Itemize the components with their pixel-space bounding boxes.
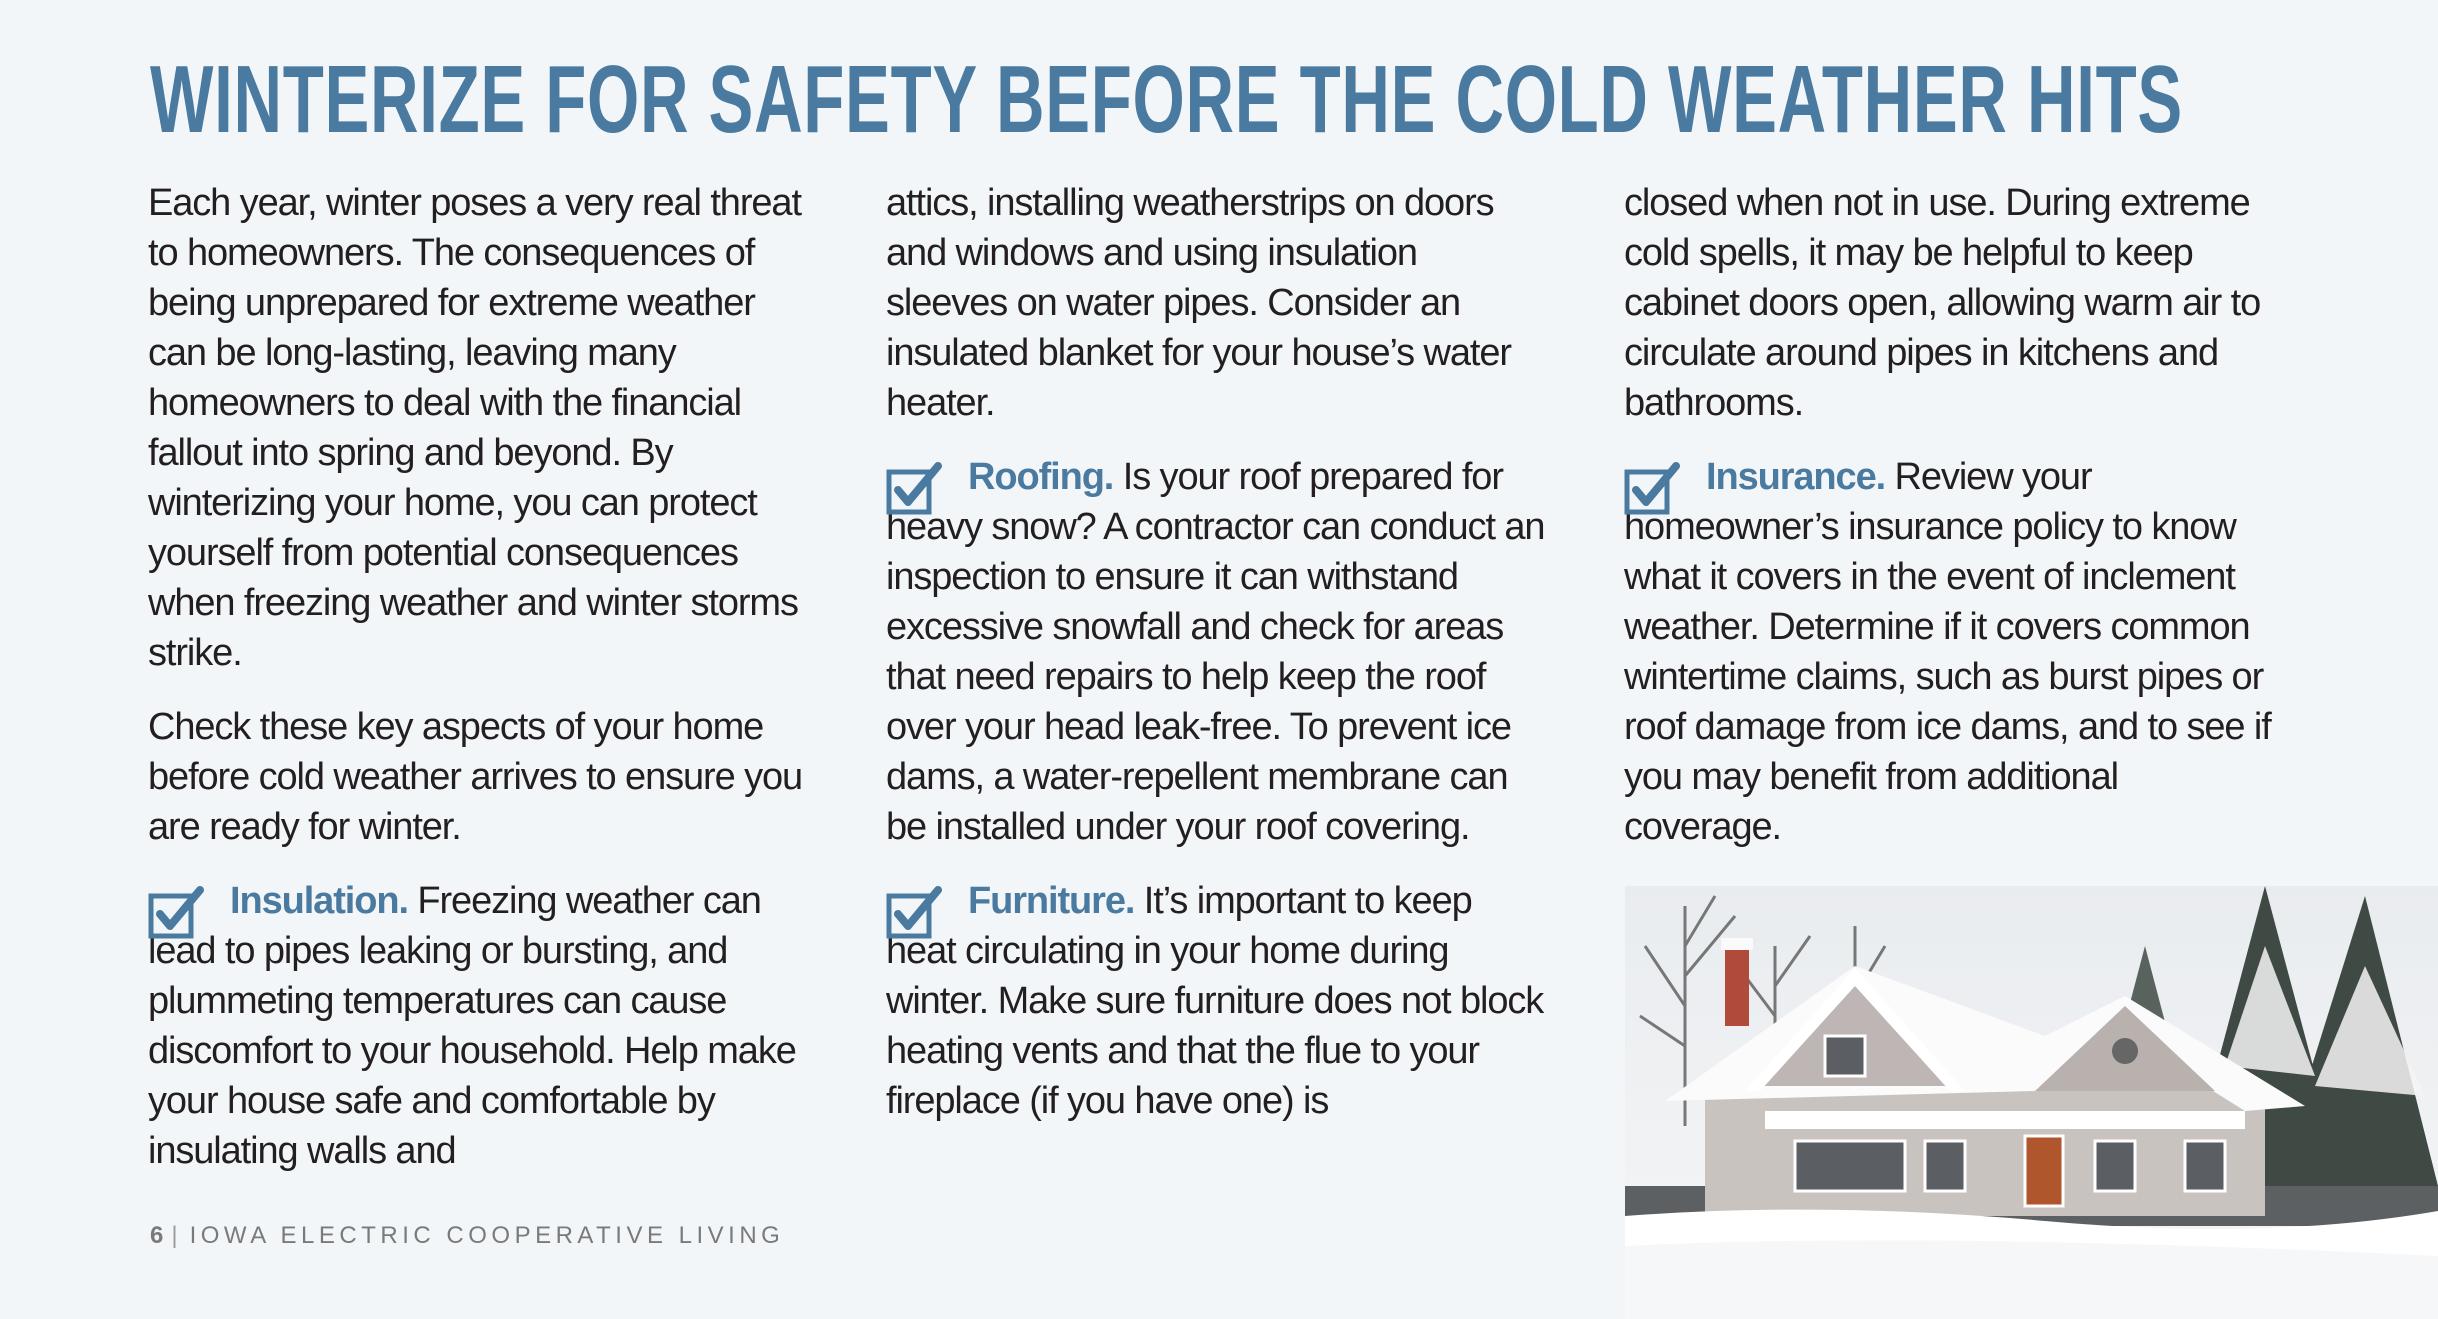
insurance-item [1624,452,2284,852]
insulation-text: Freezing weather can lead to pipes leaking or bursting, and plummeting temperatures can cause discomfort to your household. Help make your house safe and comfortable by insulating walls and [148,880,796,1172]
insurance-text: Review your homeowner’s insurance policy to know what it covers in the event of inclement weather. Determine if it covers common wintertime claims, such as burst pipes or roof damage from ice dams, and to see if you may benefit from additional coverage. [1624,456,2271,848]
furniture-continued: closed when not in use. During extreme cold spells, it may be helpful to keep cabinet doors open, allowing warm air to circulate around pipes in kitchens and bathrooms. [1624,182,2261,424]
furniture-heading: Furniture. [968,880,1135,922]
checkbox-check-icon [886,460,948,516]
check-paragraph: Check these key aspects of your home before cold weather arrives to ensure you are ready for winter. [148,706,803,848]
roofing-heading: Roofing. [968,456,1114,498]
checkbox-check-icon [148,884,210,940]
column-3 [1624,178,2284,852]
column-2 [886,178,1546,1126]
page-footer [150,1222,784,1250]
intro-paragraph: Each year, winter poses a very real threat to homeowners. The consequences of being unprepared for extreme weather can be long-lasting, leaving many homeowners to deal with the financial fallout into spring and beyond. By winterizing your home, you can protect yourself from potential consequences when freezing weather and winter storms strike. [148,182,801,674]
insulation-heading: Insulation. [230,880,408,922]
roofing-text: Is your roof prepared for heavy snow? A contractor can conduct an inspection to ensure it can withstand excessive snowfall and check for areas that need repairs to help keep the roof over your head leak-free. To prevent ice dams, a water-repellent membrane can be installed under your roof covering. [886,456,1545,848]
insurance-heading: Insurance. [1706,456,1886,498]
checkbox-check-icon [1624,460,1686,516]
page-title: WINTERIZE FOR SAFETY BEFORE THE COLD WEATHER HITS [150,46,2183,153]
publication-name: IOWA ELECTRIC COOPERATIVE LIVING [189,1222,785,1249]
column-1 [148,178,808,1176]
checkbox-check-icon [886,884,948,940]
roofing-item [886,452,1546,852]
insulation-continued: attics, installing weatherstrips on doors and windows and using insulation sleeves on water pipes. Consider an insulated blanket for your house’s water heater. [886,182,1511,424]
snowy-house-photo [1625,886,2438,1319]
page-number: 6 [150,1222,164,1249]
furniture-text: It’s important to keep heat circulating in your home during winter. Make sure furniture does not block heating vents and that the flue to your fireplace (if you have one) is [886,880,1544,1122]
house-illustration [1625,886,2438,1319]
footer-separator: | [171,1222,178,1249]
insulation-item [148,876,808,1176]
furniture-item [886,876,1546,1126]
